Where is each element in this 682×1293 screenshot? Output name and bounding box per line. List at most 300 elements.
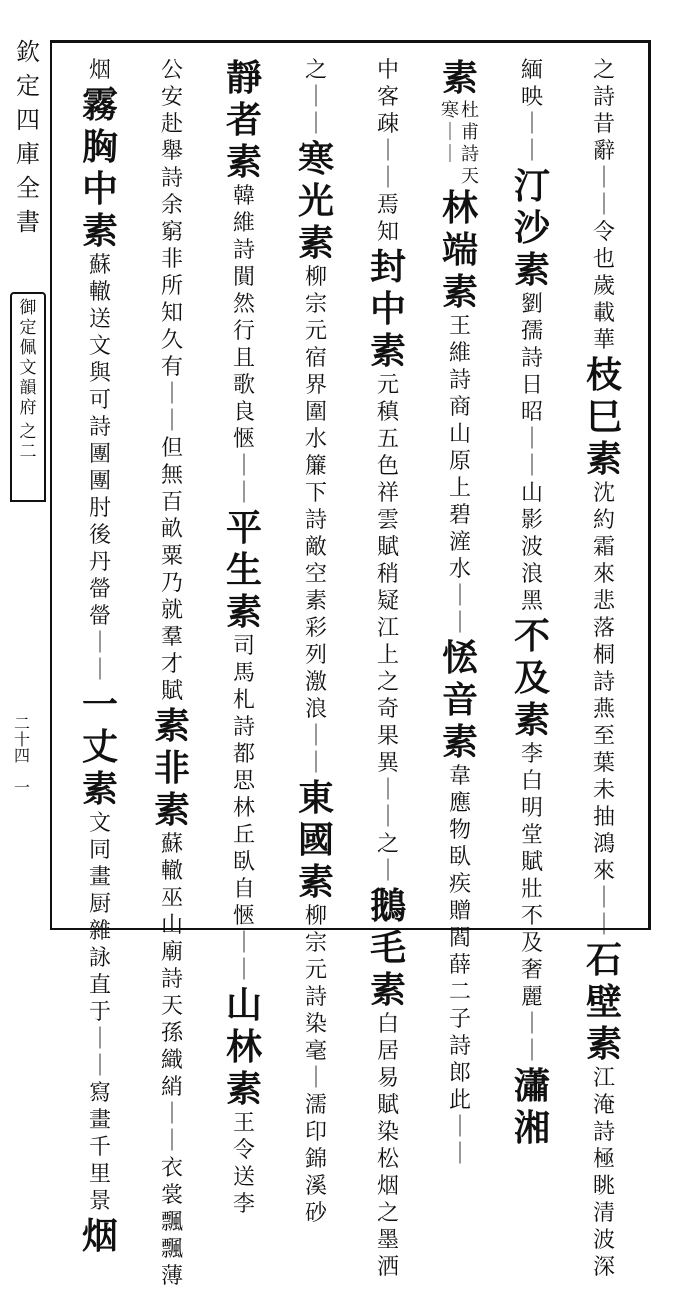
glyph: 辭 — [592, 139, 615, 164]
glyph: 堂 — [520, 823, 543, 848]
glyph: 府 — [19, 398, 37, 418]
glyph: ｜ — [592, 886, 615, 911]
glyph: 粟 — [160, 544, 183, 569]
glyph: 佩 — [19, 338, 37, 358]
glyph: 可 — [88, 388, 111, 413]
glyph: 清 — [592, 1201, 615, 1226]
glyph: 臥 — [232, 850, 255, 875]
glyph: 思 — [232, 769, 255, 794]
glyph: 有 — [160, 355, 183, 380]
glyph: 詩 — [592, 670, 615, 695]
annotation — [305, 267, 327, 780]
annotation — [161, 60, 183, 708]
glyph: 織 — [160, 1048, 183, 1073]
text-column — [143, 58, 201, 1289]
glyph: 賦 — [520, 850, 543, 875]
glyph: 音 — [441, 679, 478, 721]
glyph: 中 — [376, 58, 399, 83]
glyph: 詩 — [304, 508, 327, 533]
glyph: 錦 — [304, 1147, 327, 1172]
annotation-line — [461, 102, 479, 190]
glyph: 蘇 — [160, 832, 183, 857]
glyph: 映 — [520, 85, 543, 110]
glyph: 巫 — [160, 886, 183, 911]
glyph: 丈 — [81, 726, 118, 768]
glyph: 載 — [592, 301, 615, 326]
glyph: 文 — [19, 358, 37, 378]
glyph: 閴 — [232, 265, 255, 290]
glyph: 久 — [160, 328, 183, 353]
glyph: 詩 — [160, 166, 183, 191]
glyph: 素 — [441, 57, 478, 99]
tab-tail — [20, 424, 37, 464]
glyph: ｜ — [232, 958, 255, 983]
headword — [225, 507, 262, 636]
glyph: 詩 — [304, 985, 327, 1010]
glyph: 詩 — [232, 715, 255, 740]
glyph: 㽦 — [88, 604, 111, 629]
glyph: 柳 — [304, 904, 327, 929]
glyph: 波 — [520, 535, 543, 560]
glyph: 公 — [160, 58, 183, 83]
glyph: 明 — [520, 796, 543, 821]
glyph: ｜ — [304, 1066, 327, 1091]
glyph: 燕 — [592, 697, 615, 722]
glyph: 劉 — [520, 292, 543, 317]
glyph: 汀 — [513, 165, 550, 207]
glyph: 文 — [88, 334, 111, 359]
glyph: 百 — [160, 490, 183, 515]
glyph: 韓 — [232, 184, 255, 209]
glyph: 素 — [81, 210, 118, 252]
glyph: 畝 — [160, 517, 183, 542]
headword — [81, 84, 118, 255]
glyph: 舉 — [160, 139, 183, 164]
glyph: 十 — [14, 730, 31, 749]
glyph: 郎 — [448, 1061, 471, 1086]
glyph: 丘 — [232, 823, 255, 848]
glyph: 素 — [153, 789, 190, 831]
glyph: 後 — [88, 523, 111, 548]
glyph: 生 — [225, 549, 262, 591]
glyph: 素 — [304, 589, 327, 614]
glyph: 來 — [592, 859, 615, 884]
glyph: 定 — [16, 72, 40, 100]
glyph: 御 — [19, 298, 37, 318]
glyph: 素 — [369, 969, 406, 1011]
glyph: 文 — [88, 811, 111, 836]
glyph: 林 — [225, 1026, 262, 1068]
glyph: 瀟 — [513, 1065, 550, 1107]
glyph: ｜ — [376, 805, 399, 830]
glyph: 疾 — [448, 872, 471, 897]
headword — [297, 777, 334, 906]
glyph: 華 — [592, 328, 615, 353]
glyph: 烟 — [81, 1215, 118, 1257]
glyph: 團 — [88, 442, 111, 467]
annotation — [521, 744, 543, 1068]
glyph: 染 — [304, 1012, 327, 1037]
glyph: 江 — [592, 1066, 615, 1091]
glyph: 上 — [448, 476, 471, 501]
headword — [81, 1215, 118, 1260]
annotation — [89, 255, 111, 687]
glyph: ｜ — [376, 166, 399, 191]
glyph: 彩 — [304, 616, 327, 641]
glyph: 愜 — [232, 904, 255, 929]
glyph: 水 — [304, 427, 327, 452]
glyph: 閻 — [448, 926, 471, 951]
glyph: 馬 — [232, 661, 255, 686]
margin-title — [8, 40, 48, 244]
glyph: 都 — [232, 742, 255, 767]
glyph: ｜ — [160, 409, 183, 434]
glyph: 鴻 — [592, 832, 615, 857]
annotation — [89, 60, 111, 87]
glyph: ｜ — [520, 139, 543, 164]
annotation — [521, 60, 543, 168]
headword — [513, 1065, 550, 1152]
glyph: 列 — [304, 643, 327, 668]
glyph: 一 — [81, 684, 118, 726]
annotation — [593, 1068, 615, 1284]
glyph: ｜ — [520, 454, 543, 479]
text-column — [71, 58, 129, 1257]
glyph: 素 — [585, 438, 622, 480]
glyph: 寫 — [88, 1081, 111, 1106]
annotation — [449, 766, 471, 1171]
glyph: 之 — [592, 58, 615, 83]
glyph: 物 — [448, 818, 471, 843]
headword — [513, 615, 550, 744]
glyph: 肘 — [88, 496, 111, 521]
glyph: 客 — [376, 85, 399, 110]
glyph: 飄 — [160, 1237, 183, 1262]
glyph: 奢 — [520, 958, 543, 983]
glyph: 詩 — [160, 967, 183, 992]
glyph: ｜ — [520, 1012, 543, 1037]
glyph: 素 — [225, 591, 262, 633]
glyph: 維 — [232, 211, 255, 236]
glyph: 直 — [88, 973, 111, 998]
glyph: ｜ — [304, 724, 327, 749]
glyph: 染 — [376, 1120, 399, 1145]
glyph: 葉 — [592, 751, 615, 776]
headword — [81, 684, 118, 813]
glyph: 甫 — [461, 122, 479, 143]
glyph: 中 — [81, 168, 118, 210]
annotation — [377, 1014, 399, 1284]
glyph: 定 — [19, 318, 37, 338]
glyph: 飄 — [160, 1210, 183, 1235]
glyph: 也 — [592, 247, 615, 272]
annotation — [161, 834, 183, 1293]
glyph: 詩 — [88, 415, 111, 440]
glyph: 黑 — [520, 589, 543, 614]
glyph: 非 — [153, 747, 190, 789]
glyph: 之 — [376, 1201, 399, 1226]
annotation — [521, 294, 543, 618]
annotation — [233, 636, 255, 987]
glyph: 送 — [232, 1165, 255, 1190]
glyph: 眺 — [592, 1174, 615, 1199]
glyph: 李 — [520, 742, 543, 767]
glyph: 端 — [441, 229, 478, 271]
annotation — [233, 186, 255, 510]
glyph: ｜ — [520, 112, 543, 137]
glyph: 影 — [520, 508, 543, 533]
glyph: 白 — [376, 1012, 399, 1037]
glyph: 欽 — [16, 38, 40, 66]
glyph: 光 — [297, 180, 334, 222]
annotation — [305, 60, 327, 141]
glyph: 原 — [448, 449, 471, 474]
glyph: 東 — [297, 777, 334, 819]
glyph: 賦 — [376, 535, 399, 560]
glyph: 悲 — [592, 589, 615, 614]
glyph: 抽 — [592, 805, 615, 830]
text-column — [215, 57, 273, 1217]
glyph: 之 — [376, 670, 399, 695]
glyph: 轍 — [160, 859, 183, 884]
glyph: 及 — [513, 657, 550, 699]
glyph: 敵 — [304, 535, 327, 560]
headword — [441, 637, 478, 766]
glyph: 素 — [441, 271, 478, 313]
text-column — [359, 58, 417, 1280]
glyph: ｜ — [160, 382, 183, 407]
headword — [585, 354, 622, 483]
glyph: 極 — [592, 1147, 615, 1172]
glyph: 天 — [160, 994, 183, 1019]
glyph: ｜ — [376, 778, 399, 803]
glyph: 色 — [376, 454, 399, 479]
glyph: 五 — [376, 427, 399, 452]
glyph: 激 — [304, 670, 327, 695]
glyph: 之 — [304, 58, 327, 83]
glyph: 平 — [225, 507, 262, 549]
glyph: 應 — [448, 791, 471, 816]
glyph: 湘 — [513, 1107, 550, 1149]
annotation-pair — [441, 102, 479, 190]
glyph: 圍 — [304, 400, 327, 425]
glyph: ｜ — [304, 85, 327, 110]
glyph: 韻 — [19, 378, 37, 398]
glyph: 印 — [304, 1120, 327, 1145]
glyph: 壯 — [520, 877, 543, 902]
glyph: 蘇 — [88, 253, 111, 278]
glyph: 非 — [160, 247, 183, 272]
glyph: 山 — [160, 913, 183, 938]
glyph: 昭 — [520, 400, 543, 425]
glyph: 水 — [448, 557, 471, 582]
glyph: 素 — [441, 721, 478, 763]
glyph: 轍 — [88, 280, 111, 305]
glyph: 烟 — [376, 1174, 399, 1199]
glyph: 沙 — [513, 207, 550, 249]
annotation — [377, 60, 399, 141]
glyph: 胸 — [81, 126, 118, 168]
glyph: 及 — [520, 931, 543, 956]
glyph: 素 — [513, 249, 550, 291]
glyph: 但 — [160, 436, 183, 461]
glyph: 天 — [461, 166, 479, 187]
glyph: 令 — [232, 1138, 255, 1163]
glyph: 素 — [513, 699, 550, 741]
glyph: ｜ — [520, 1039, 543, 1064]
glyph: 詩 — [232, 238, 255, 263]
text-column — [431, 57, 489, 1167]
glyph: 墨 — [376, 1228, 399, 1253]
glyph: 詩 — [592, 85, 615, 110]
glyph: 者 — [225, 99, 262, 141]
glyph: 詩 — [592, 1120, 615, 1145]
left-border — [50, 40, 52, 930]
glyph: 良 — [232, 400, 255, 425]
glyph: 江 — [376, 616, 399, 641]
glyph: 賦 — [160, 679, 183, 704]
glyph: 毫 — [304, 1039, 327, 1064]
glyph: 所 — [160, 274, 183, 299]
glyph: 素 — [585, 1023, 622, 1065]
glyph: 書 — [16, 208, 40, 236]
headword — [585, 939, 622, 1068]
glyph: 畫 — [88, 1108, 111, 1133]
glyph: 賦 — [376, 1093, 399, 1118]
glyph: 疑 — [376, 589, 399, 614]
glyph: 二 — [14, 714, 31, 733]
glyph: 李 — [232, 1192, 255, 1217]
glyph: 寒 — [297, 138, 334, 180]
glyph: ｜ — [448, 611, 471, 636]
annotation — [593, 60, 615, 357]
glyph: 之 — [19, 422, 37, 442]
glyph: 二 — [448, 980, 471, 1005]
glyph: 柳 — [304, 265, 327, 290]
glyph: 毛 — [369, 927, 406, 969]
glyph: 素 — [81, 768, 118, 810]
annotation-line — [441, 102, 459, 168]
text-column — [503, 58, 561, 1149]
glyph: 詩 — [448, 1034, 471, 1059]
annotation — [449, 316, 471, 640]
glyph: 素 — [153, 705, 190, 747]
glyph: 素 — [297, 222, 334, 264]
glyph: 詩 — [520, 346, 543, 371]
glyph: 詩 — [448, 368, 471, 393]
glyph: 廟 — [160, 940, 183, 965]
headword — [513, 165, 550, 294]
glyph: 來 — [592, 562, 615, 587]
glyph: 祥 — [376, 481, 399, 506]
glyph: 之 — [376, 832, 399, 857]
glyph: 山 — [225, 984, 262, 1026]
glyph: 素 — [225, 141, 262, 183]
glyph: 砂 — [304, 1201, 327, 1226]
glyph: 緬 — [520, 58, 543, 83]
headword — [441, 187, 478, 316]
glyph: 桐 — [592, 643, 615, 668]
glyph: ｜ — [592, 193, 615, 218]
glyph: 臥 — [448, 845, 471, 870]
glyph: 薛 — [448, 953, 471, 978]
glyph: 詩 — [461, 144, 479, 165]
glyph: 霧 — [81, 84, 118, 126]
glyph: 巳 — [585, 396, 622, 438]
glyph: 景 — [88, 1189, 111, 1214]
glyph: 至 — [592, 724, 615, 749]
headword — [369, 246, 406, 375]
glyph: 令 — [592, 220, 615, 245]
glyph: 封 — [369, 246, 406, 288]
annotation — [593, 483, 615, 942]
glyph: 四 — [14, 746, 31, 765]
glyph: 丹 — [88, 550, 111, 575]
top-border — [50, 40, 650, 43]
glyph: 靜 — [225, 57, 262, 99]
glyph: ｜ — [441, 122, 459, 143]
glyph: 同 — [88, 838, 111, 863]
glyph: 元 — [304, 319, 327, 344]
glyph: 烟 — [88, 58, 111, 83]
glyph: ｜ — [448, 584, 471, 609]
glyph: 界 — [304, 373, 327, 398]
glyph: 二 — [19, 442, 37, 462]
glyph: 團 — [88, 469, 111, 494]
glyph: 沈 — [592, 481, 615, 506]
glyph: 松 — [376, 1147, 399, 1172]
glyph: ｜ — [376, 859, 399, 884]
glyph: 落 — [592, 616, 615, 641]
glyph: 滻 — [448, 530, 471, 555]
annotation — [305, 906, 327, 1230]
glyph: ｜ — [592, 166, 615, 191]
glyph: 林 — [232, 796, 255, 821]
glyph: 焉 — [376, 193, 399, 218]
glyph: 子 — [448, 1007, 471, 1032]
glyph: 奇 — [376, 697, 399, 722]
glyph: ｜ — [160, 1102, 183, 1127]
glyph: 山 — [448, 422, 471, 447]
glyph: 浪 — [520, 562, 543, 587]
glyph: 疎 — [376, 112, 399, 137]
glyph: 林 — [441, 187, 478, 229]
glyph: 元 — [304, 958, 327, 983]
page-number-tail — [14, 780, 30, 796]
glyph: 余 — [160, 193, 183, 218]
glyph: 淹 — [592, 1093, 615, 1118]
headword — [441, 57, 478, 102]
glyph: 畫 — [88, 865, 111, 890]
glyph: 孺 — [520, 319, 543, 344]
glyph: 不 — [513, 615, 550, 657]
glyph: 就 — [160, 598, 183, 623]
annotation — [233, 1113, 255, 1221]
glyph: 綃 — [160, 1075, 183, 1100]
glyph: 自 — [232, 877, 255, 902]
glyph: 行 — [232, 319, 255, 344]
glyph: ｜ — [88, 658, 111, 683]
glyph: 枝 — [585, 354, 622, 396]
glyph: 壁 — [585, 981, 622, 1023]
glyph: 歌 — [232, 373, 255, 398]
glyph: 碧 — [448, 503, 471, 528]
glyph: 愜 — [232, 427, 255, 452]
glyph: ｜ — [376, 139, 399, 164]
glyph: 札 — [232, 688, 255, 713]
glyph: 溪 — [304, 1174, 327, 1199]
glyph: ｜ — [304, 751, 327, 776]
